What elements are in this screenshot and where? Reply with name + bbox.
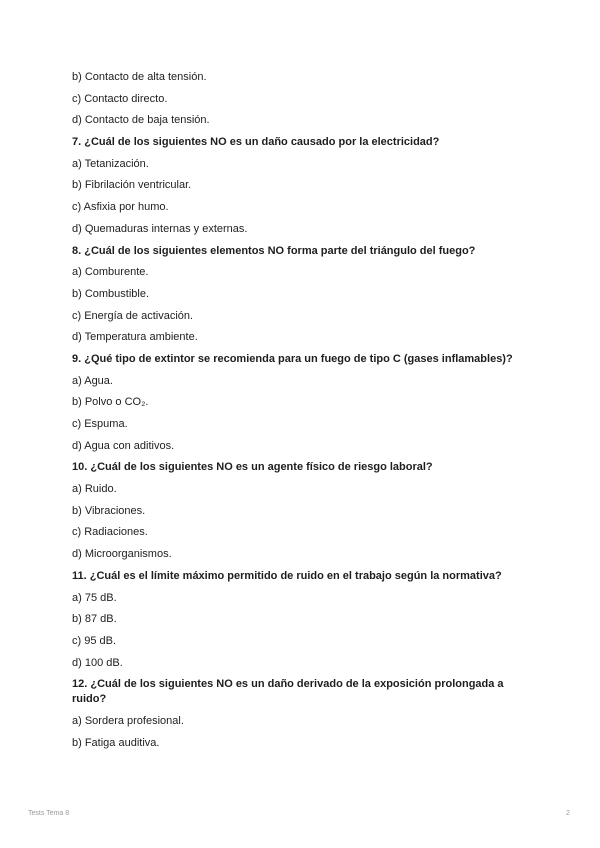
answer-option: a) Comburente. bbox=[72, 266, 149, 279]
answer-option: d) Contacto de baja tensión. bbox=[72, 114, 210, 127]
answer-option: c) Radiaciones. bbox=[72, 526, 148, 539]
answer-option: b) 87 dB. bbox=[72, 613, 117, 626]
answer-option: a) Tetanización. bbox=[72, 157, 149, 170]
answer-option: d) Temperatura ambiente. bbox=[72, 331, 198, 344]
question-8: 8. ¿Cuál de los siguientes elementos NO forma parte del triángulo del fuego? bbox=[72, 244, 476, 257]
answer-option: c) 95 dB. bbox=[72, 634, 117, 647]
question-12: 12. ¿Cuál de los siguientes NO es un daño derivado de la exposición prolongada a ruido? bbox=[72, 678, 504, 706]
answer-option: d) Agua con aditivos. bbox=[72, 439, 175, 452]
answer-option: a) Ruido. bbox=[72, 483, 117, 496]
answer-option: a) Sordera profesional. bbox=[72, 714, 184, 727]
question-10: 10. ¿Cuál de los siguientes NO es un agente físico de riesgo laboral? bbox=[72, 461, 433, 474]
document-body bbox=[72, 70, 532, 757]
answer-option: c) Energía de activación. bbox=[72, 309, 194, 322]
answer-option: b) Fibrilación ventricular. bbox=[72, 179, 192, 192]
question-11: 11. ¿Cuál es el límite máximo permitido de ruido en el trabajo según la normativa? bbox=[72, 569, 502, 582]
answer-option: c) Espuma. bbox=[72, 418, 128, 430]
answer-option: b) Combustible. bbox=[72, 287, 150, 300]
page-number: 2 bbox=[566, 810, 570, 817]
footer-title: Tests Tema 8 bbox=[28, 810, 70, 817]
answer-option: b) Polvo o CO₂. bbox=[72, 396, 149, 409]
answer-option: a) Agua. bbox=[72, 374, 113, 387]
answer-option: d) Microorganismos. bbox=[72, 548, 172, 561]
answer-option: b) Fatiga auditiva. bbox=[72, 736, 160, 749]
answer-option: d) 100 dB. bbox=[72, 656, 123, 669]
answer-option: b) Contacto de alta tensión. bbox=[72, 71, 207, 83]
answer-option: c) Asfixia por humo. bbox=[72, 201, 169, 214]
question-9: 9. ¿Qué tipo de extintor se recomienda para un fuego de tipo C (gases inflamables)? bbox=[72, 352, 513, 365]
answer-option: c) Contacto directo. bbox=[72, 92, 168, 105]
question-7: 7. ¿Cuál de los siguientes NO es un daño causado por la electricidad? bbox=[72, 136, 440, 149]
answer-option: a) 75 dB. bbox=[72, 591, 117, 604]
answer-option: b) Vibraciones. bbox=[72, 504, 146, 517]
answer-option: d) Quemaduras internas y externas. bbox=[72, 222, 248, 235]
